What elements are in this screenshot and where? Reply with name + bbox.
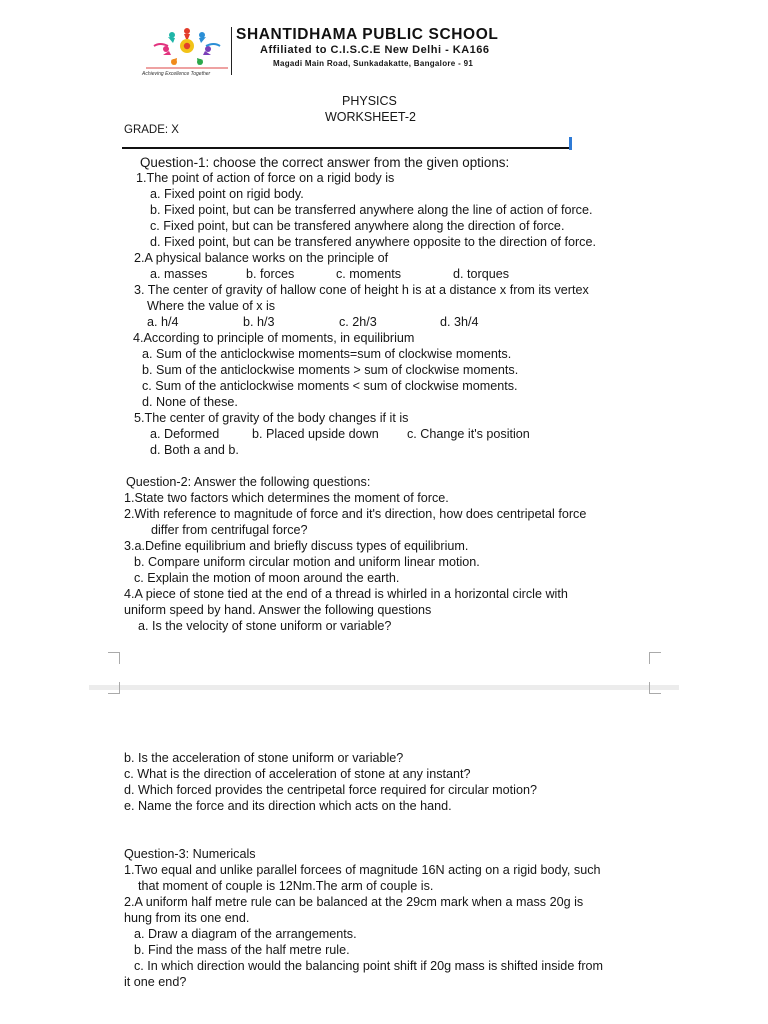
school-address: Magadi Main Road, Sunkadakatte, Bangalore - 91 <box>273 59 474 68</box>
q1-item-1-option-a: a. Fixed point on rigid body. <box>150 187 304 201</box>
q2-line-2: 2.With reference to magnitude of force and it's direction, how does centripetal force <box>124 507 587 521</box>
q1-item-2-option-d: d. torques <box>453 267 510 281</box>
q1-item-1-option-c: c. Fixed point, but can be transfered anywhere along the direction of force. <box>150 219 565 233</box>
q1-item-2-option-c: c. moments <box>336 267 402 281</box>
q2-line-4: 4.A piece of stone tied at the end of a thread is whirled in a horizontal circle with <box>124 587 568 601</box>
q3-line-1b: that moment of couple is 12Nm.The arm of couple is. <box>138 879 434 893</box>
page-break <box>89 685 679 690</box>
school-affiliation: Affiliated to C.I.S.C.E New Delhi - KA166 <box>260 44 490 56</box>
q3-line-2-part-a: a. Draw a diagram of the arrangements. <box>134 927 357 941</box>
q1-item-3-option-d: d. 3h/4 <box>440 315 479 329</box>
q3-line-1: 1.Two equal and unlike parallel forcees of magnitude 16N acting on a rigid body, such <box>124 863 601 877</box>
q2-line-3c: c. Explain the motion of moon around the earth. <box>134 571 400 585</box>
q1-item-3-option-a: a. h/4 <box>147 315 179 329</box>
q1-item-4-option-d: d. None of these. <box>142 395 238 409</box>
letterhead-divider <box>231 27 232 75</box>
q3-line-2: 2.A uniform half metre rule can be balanced at the 29cm mark when a mass 20g is <box>124 895 584 909</box>
q1-item-3-line-2: Where the value of x is <box>147 299 276 313</box>
q2-line-3b: b. Compare uniform circular motion and uniform linear motion. <box>134 555 480 569</box>
page-corner-mark <box>108 652 120 664</box>
page-corner-mark <box>108 682 120 694</box>
q1-item-1-option-b: b. Fixed point, but can be transferred anywhere along the line of action of force. <box>150 203 593 217</box>
school-name: SHANTIDHAMA PUBLIC SCHOOL <box>236 26 499 43</box>
q1-item-3: 3. The center of gravity of hallow cone of height h is at a distance x from its vertex <box>134 283 589 297</box>
q1-item-4-option-b: b. Sum of the anticlockwise moments > sum of clockwise moments. <box>142 363 519 377</box>
q1-item-5-option-a: a. Deformed <box>150 427 220 441</box>
q1-item-4-option-a: a. Sum of the anticlockwise moments=sum of clockwise moments. <box>142 347 512 361</box>
q3-line-2-part-b: b. Find the mass of the half metre rule. <box>134 943 350 957</box>
q1-item-4-option-c: c. Sum of the anticlockwise moments < sum of clockwise moments. <box>142 379 518 393</box>
q1-item-1-option-d: d. Fixed point, but can be transfered anywhere opposite to the direction of force. <box>150 235 596 249</box>
page-corner-mark <box>649 682 661 694</box>
q1-item-2: 2.A physical balance works on the principle of <box>134 251 389 265</box>
school-tagline: Achieving Excellence Together <box>142 71 211 77</box>
q1-item-1: 1.The point of action of force on a rigid body is <box>136 171 395 185</box>
question-2-heading: Question-2: Answer the following questions: <box>126 475 371 489</box>
q2-line-4-part-d: d. Which forced provides the centripetal force required for circular motion? <box>124 783 537 797</box>
q2-line-4-part-b: b. Is the acceleration of stone uniform or variable? <box>124 751 404 765</box>
q2-line-4-part-a: a. Is the velocity of stone uniform or variable? <box>138 619 392 633</box>
worksheet-title: WORKSHEET-2 <box>325 110 416 124</box>
q1-item-2-option-b: b. forces <box>246 267 295 281</box>
text-cursor <box>569 137 572 150</box>
title-rule <box>122 147 572 149</box>
grade-label: GRADE: X <box>124 124 179 136</box>
q2-line-4b: uniform speed by hand. Answer the following questions <box>124 603 432 617</box>
subject-title: PHYSICS <box>342 94 397 108</box>
q3-line-2-part-c-cont: it one end? <box>124 975 187 989</box>
q2-line-4-part-e: e. Name the force and its direction which acts on the hand. <box>124 799 452 813</box>
q1-item-2-option-a: a. masses <box>150 267 208 281</box>
q3-line-2-part-c: c. In which direction would the balancing point shift if 20g mass is shifted inside from <box>134 959 604 973</box>
page-corner-mark <box>649 652 661 664</box>
q1-item-4: 4.According to principle of moments, in equilibrium <box>133 331 415 345</box>
q1-item-5-option-b: b. Placed upside down <box>252 427 379 441</box>
q2-line-3a: 3.a.Define equilibrium and briefly discuss types of equilibrium. <box>124 539 469 553</box>
q1-item-3-option-c: c. 2h/3 <box>339 315 377 329</box>
q1-item-5-option-d: d. Both a and b. <box>150 443 239 457</box>
question-1-heading: Question-1: choose the correct answer from the given options: <box>140 155 510 170</box>
q3-line-2b: hung from its one end. <box>124 911 250 925</box>
question-3-heading: Question-3: Numericals <box>124 847 256 861</box>
q2-line-2b: differ from centrifugal force? <box>151 523 308 537</box>
q1-item-5-option-c: c. Change it's position <box>407 427 530 441</box>
q2-line-4-part-c: c. What is the direction of acceleration of stone at any instant? <box>124 767 471 781</box>
q1-item-5: 5.The center of gravity of the body changes if it is <box>134 411 409 425</box>
q1-item-3-option-b: b. h/3 <box>243 315 275 329</box>
q2-line-1: 1.State two factors which determines the moment of force. <box>124 491 449 505</box>
